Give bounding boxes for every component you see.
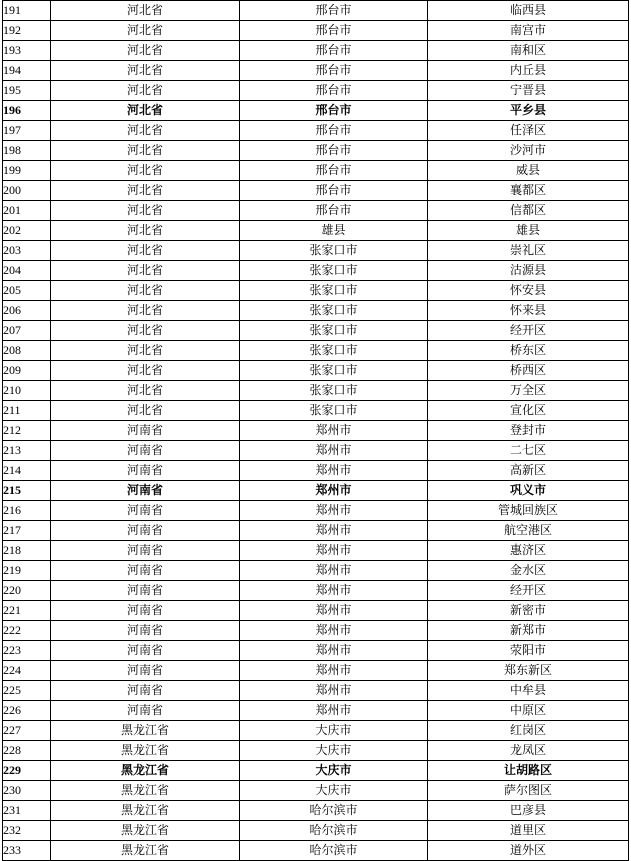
province-cell: 河南省 [51, 461, 240, 481]
province-cell: 黑龙江省 [51, 741, 240, 761]
row-number-cell: 209 [3, 361, 51, 381]
county-cell: 临西县 [428, 1, 629, 21]
city-cell: 郑州市 [240, 501, 428, 521]
province-cell: 河北省 [51, 21, 240, 41]
row-number-cell: 199 [3, 161, 51, 181]
table-row [3, 421, 629, 441]
province-cell: 黑龙江省 [51, 781, 240, 801]
table-row [3, 781, 629, 801]
row-number-cell: 195 [3, 81, 51, 101]
county-cell: 巴彦县 [428, 801, 629, 821]
table-row [3, 201, 629, 221]
province-cell: 河北省 [51, 161, 240, 181]
row-number-cell: 196 [3, 101, 51, 121]
province-cell: 河南省 [51, 441, 240, 461]
city-cell: 哈尔滨市 [240, 821, 428, 841]
county-cell: 高新区 [428, 461, 629, 481]
row-number-cell: 214 [3, 461, 51, 481]
table-row [3, 761, 629, 781]
county-cell: 龙凤区 [428, 741, 629, 761]
city-cell: 郑州市 [240, 681, 428, 701]
row-number-cell: 193 [3, 41, 51, 61]
county-cell: 沙河市 [428, 141, 629, 161]
county-cell: 桥东区 [428, 341, 629, 361]
city-cell: 张家口市 [240, 321, 428, 341]
table-row [3, 341, 629, 361]
region-table [2, 0, 629, 861]
row-number-cell: 233 [3, 841, 51, 861]
city-cell: 张家口市 [240, 361, 428, 381]
city-cell: 哈尔滨市 [240, 801, 428, 821]
county-cell: 中原区 [428, 701, 629, 721]
table-row [3, 1, 629, 21]
table-row [3, 21, 629, 41]
city-cell: 郑州市 [240, 581, 428, 601]
table-row [3, 61, 629, 81]
city-cell: 张家口市 [240, 241, 428, 261]
table-row [3, 661, 629, 681]
city-cell: 郑州市 [240, 421, 428, 441]
row-number-cell: 210 [3, 381, 51, 401]
province-cell: 黑龙江省 [51, 841, 240, 861]
city-cell: 张家口市 [240, 401, 428, 421]
city-cell: 大庆市 [240, 761, 428, 781]
county-cell: 崇礼区 [428, 241, 629, 261]
county-cell: 怀来县 [428, 301, 629, 321]
county-cell: 雄县 [428, 221, 629, 241]
county-cell: 中牟县 [428, 681, 629, 701]
row-number-cell: 212 [3, 421, 51, 441]
table-row [3, 641, 629, 661]
province-cell: 河北省 [51, 61, 240, 81]
province-cell: 河北省 [51, 81, 240, 101]
table-row [3, 281, 629, 301]
county-cell: 宁晋县 [428, 81, 629, 101]
province-cell: 河南省 [51, 581, 240, 601]
province-cell: 黑龙江省 [51, 761, 240, 781]
table-row [3, 521, 629, 541]
table-row [3, 501, 629, 521]
table-row [3, 141, 629, 161]
city-cell: 邢台市 [240, 121, 428, 141]
county-cell: 威县 [428, 161, 629, 181]
city-cell: 邢台市 [240, 81, 428, 101]
province-cell: 河北省 [51, 321, 240, 341]
row-number-cell: 208 [3, 341, 51, 361]
city-cell: 邢台市 [240, 141, 428, 161]
city-cell: 张家口市 [240, 281, 428, 301]
province-cell: 河北省 [51, 121, 240, 141]
table-row [3, 621, 629, 641]
city-cell: 张家口市 [240, 341, 428, 361]
row-number-cell: 221 [3, 601, 51, 621]
table-row [3, 361, 629, 381]
row-number-cell: 204 [3, 261, 51, 281]
table-row [3, 161, 629, 181]
table-row [3, 121, 629, 141]
row-number-cell: 194 [3, 61, 51, 81]
city-cell: 郑州市 [240, 621, 428, 641]
city-cell: 雄县 [240, 221, 428, 241]
city-cell: 邢台市 [240, 1, 428, 21]
table-row [3, 721, 629, 741]
table-row [3, 841, 629, 861]
county-cell: 航空港区 [428, 521, 629, 541]
county-cell: 桥西区 [428, 361, 629, 381]
row-number-cell: 203 [3, 241, 51, 261]
row-number-cell: 206 [3, 301, 51, 321]
county-cell: 管城回族区 [428, 501, 629, 521]
row-number-cell: 227 [3, 721, 51, 741]
row-number-cell: 220 [3, 581, 51, 601]
row-number-cell: 213 [3, 441, 51, 461]
city-cell: 郑州市 [240, 561, 428, 581]
table-row [3, 441, 629, 461]
row-number-cell: 226 [3, 701, 51, 721]
county-cell: 道外区 [428, 841, 629, 861]
row-number-cell: 197 [3, 121, 51, 141]
row-number-cell: 225 [3, 681, 51, 701]
row-number-cell: 215 [3, 481, 51, 501]
city-cell: 张家口市 [240, 381, 428, 401]
county-cell: 信都区 [428, 201, 629, 221]
county-cell: 荥阳市 [428, 641, 629, 661]
city-cell: 邢台市 [240, 61, 428, 81]
county-cell: 万全区 [428, 381, 629, 401]
province-cell: 河南省 [51, 541, 240, 561]
province-cell: 河南省 [51, 421, 240, 441]
province-cell: 河北省 [51, 401, 240, 421]
city-cell: 邢台市 [240, 201, 428, 221]
county-cell: 内丘县 [428, 61, 629, 81]
city-cell: 郑州市 [240, 661, 428, 681]
province-cell: 河北省 [51, 241, 240, 261]
province-cell: 河南省 [51, 621, 240, 641]
province-cell: 河北省 [51, 101, 240, 121]
county-cell: 平乡县 [428, 101, 629, 121]
county-cell: 新密市 [428, 601, 629, 621]
county-cell: 新郑市 [428, 621, 629, 641]
province-cell: 河北省 [51, 281, 240, 301]
row-number-cell: 217 [3, 521, 51, 541]
row-number-cell: 201 [3, 201, 51, 221]
county-cell: 道里区 [428, 821, 629, 841]
county-cell: 萨尔图区 [428, 781, 629, 801]
table-row [3, 541, 629, 561]
province-cell: 河北省 [51, 261, 240, 281]
table-row [3, 41, 629, 61]
table-row [3, 261, 629, 281]
province-cell: 河南省 [51, 561, 240, 581]
province-cell: 河南省 [51, 681, 240, 701]
table-row [3, 221, 629, 241]
county-cell: 郑东新区 [428, 661, 629, 681]
city-cell: 郑州市 [240, 481, 428, 501]
row-number-cell: 216 [3, 501, 51, 521]
province-cell: 河南省 [51, 661, 240, 681]
county-cell: 经开区 [428, 321, 629, 341]
row-number-cell: 198 [3, 141, 51, 161]
table-row [3, 181, 629, 201]
table-row [3, 741, 629, 761]
city-cell: 邢台市 [240, 21, 428, 41]
city-cell: 邢台市 [240, 101, 428, 121]
county-cell: 沽源县 [428, 261, 629, 281]
table-row [3, 381, 629, 401]
province-cell: 河北省 [51, 1, 240, 21]
row-number-cell: 224 [3, 661, 51, 681]
city-cell: 张家口市 [240, 301, 428, 321]
row-number-cell: 230 [3, 781, 51, 801]
province-cell: 河北省 [51, 341, 240, 361]
county-cell: 二七区 [428, 441, 629, 461]
city-cell: 大庆市 [240, 781, 428, 801]
county-cell: 怀安县 [428, 281, 629, 301]
county-cell: 金水区 [428, 561, 629, 581]
county-cell: 经开区 [428, 581, 629, 601]
table-row [3, 701, 629, 721]
province-cell: 河北省 [51, 141, 240, 161]
city-cell: 郑州市 [240, 461, 428, 481]
province-cell: 河北省 [51, 221, 240, 241]
county-cell: 红岗区 [428, 721, 629, 741]
table-row [3, 241, 629, 261]
row-number-cell: 222 [3, 621, 51, 641]
county-cell: 南和区 [428, 41, 629, 61]
row-number-cell: 228 [3, 741, 51, 761]
city-cell: 邢台市 [240, 41, 428, 61]
table-row [3, 401, 629, 421]
table-row [3, 821, 629, 841]
province-cell: 河北省 [51, 301, 240, 321]
province-cell: 河南省 [51, 641, 240, 661]
row-number-cell: 229 [3, 761, 51, 781]
city-cell: 郑州市 [240, 521, 428, 541]
table-row [3, 561, 629, 581]
province-cell: 河南省 [51, 701, 240, 721]
table-row [3, 101, 629, 121]
county-cell: 惠济区 [428, 541, 629, 561]
city-cell: 大庆市 [240, 741, 428, 761]
county-cell: 任泽区 [428, 121, 629, 141]
table-row [3, 481, 629, 501]
county-cell: 宣化区 [428, 401, 629, 421]
city-cell: 郑州市 [240, 441, 428, 461]
table-row [3, 581, 629, 601]
province-cell: 河北省 [51, 201, 240, 221]
row-number-cell: 223 [3, 641, 51, 661]
city-cell: 郑州市 [240, 701, 428, 721]
row-number-cell: 232 [3, 821, 51, 841]
row-number-cell: 200 [3, 181, 51, 201]
county-cell: 南宫市 [428, 21, 629, 41]
row-number-cell: 205 [3, 281, 51, 301]
province-cell: 河南省 [51, 521, 240, 541]
row-number-cell: 231 [3, 801, 51, 821]
province-cell: 河南省 [51, 481, 240, 501]
province-cell: 河南省 [51, 501, 240, 521]
row-number-cell: 218 [3, 541, 51, 561]
table-row [3, 81, 629, 101]
province-cell: 黑龙江省 [51, 821, 240, 841]
county-cell: 登封市 [428, 421, 629, 441]
province-cell: 黑龙江省 [51, 721, 240, 741]
row-number-cell: 191 [3, 1, 51, 21]
county-cell: 让胡路区 [428, 761, 629, 781]
row-number-cell: 207 [3, 321, 51, 341]
table-row [3, 801, 629, 821]
row-number-cell: 192 [3, 21, 51, 41]
city-cell: 郑州市 [240, 641, 428, 661]
county-cell: 巩义市 [428, 481, 629, 501]
table-row [3, 321, 629, 341]
province-cell: 河北省 [51, 361, 240, 381]
province-cell: 河北省 [51, 41, 240, 61]
table-row [3, 601, 629, 621]
table-body [3, 1, 629, 861]
city-cell: 邢台市 [240, 181, 428, 201]
row-number-cell: 202 [3, 221, 51, 241]
table-row [3, 461, 629, 481]
city-cell: 郑州市 [240, 601, 428, 621]
city-cell: 哈尔滨市 [240, 841, 428, 861]
province-cell: 河北省 [51, 381, 240, 401]
row-number-cell: 219 [3, 561, 51, 581]
county-cell: 襄都区 [428, 181, 629, 201]
city-cell: 张家口市 [240, 261, 428, 281]
table-row [3, 301, 629, 321]
province-cell: 河北省 [51, 181, 240, 201]
city-cell: 郑州市 [240, 541, 428, 561]
table-row [3, 681, 629, 701]
row-number-cell: 211 [3, 401, 51, 421]
city-cell: 大庆市 [240, 721, 428, 741]
city-cell: 邢台市 [240, 161, 428, 181]
province-cell: 河南省 [51, 601, 240, 621]
province-cell: 黑龙江省 [51, 801, 240, 821]
